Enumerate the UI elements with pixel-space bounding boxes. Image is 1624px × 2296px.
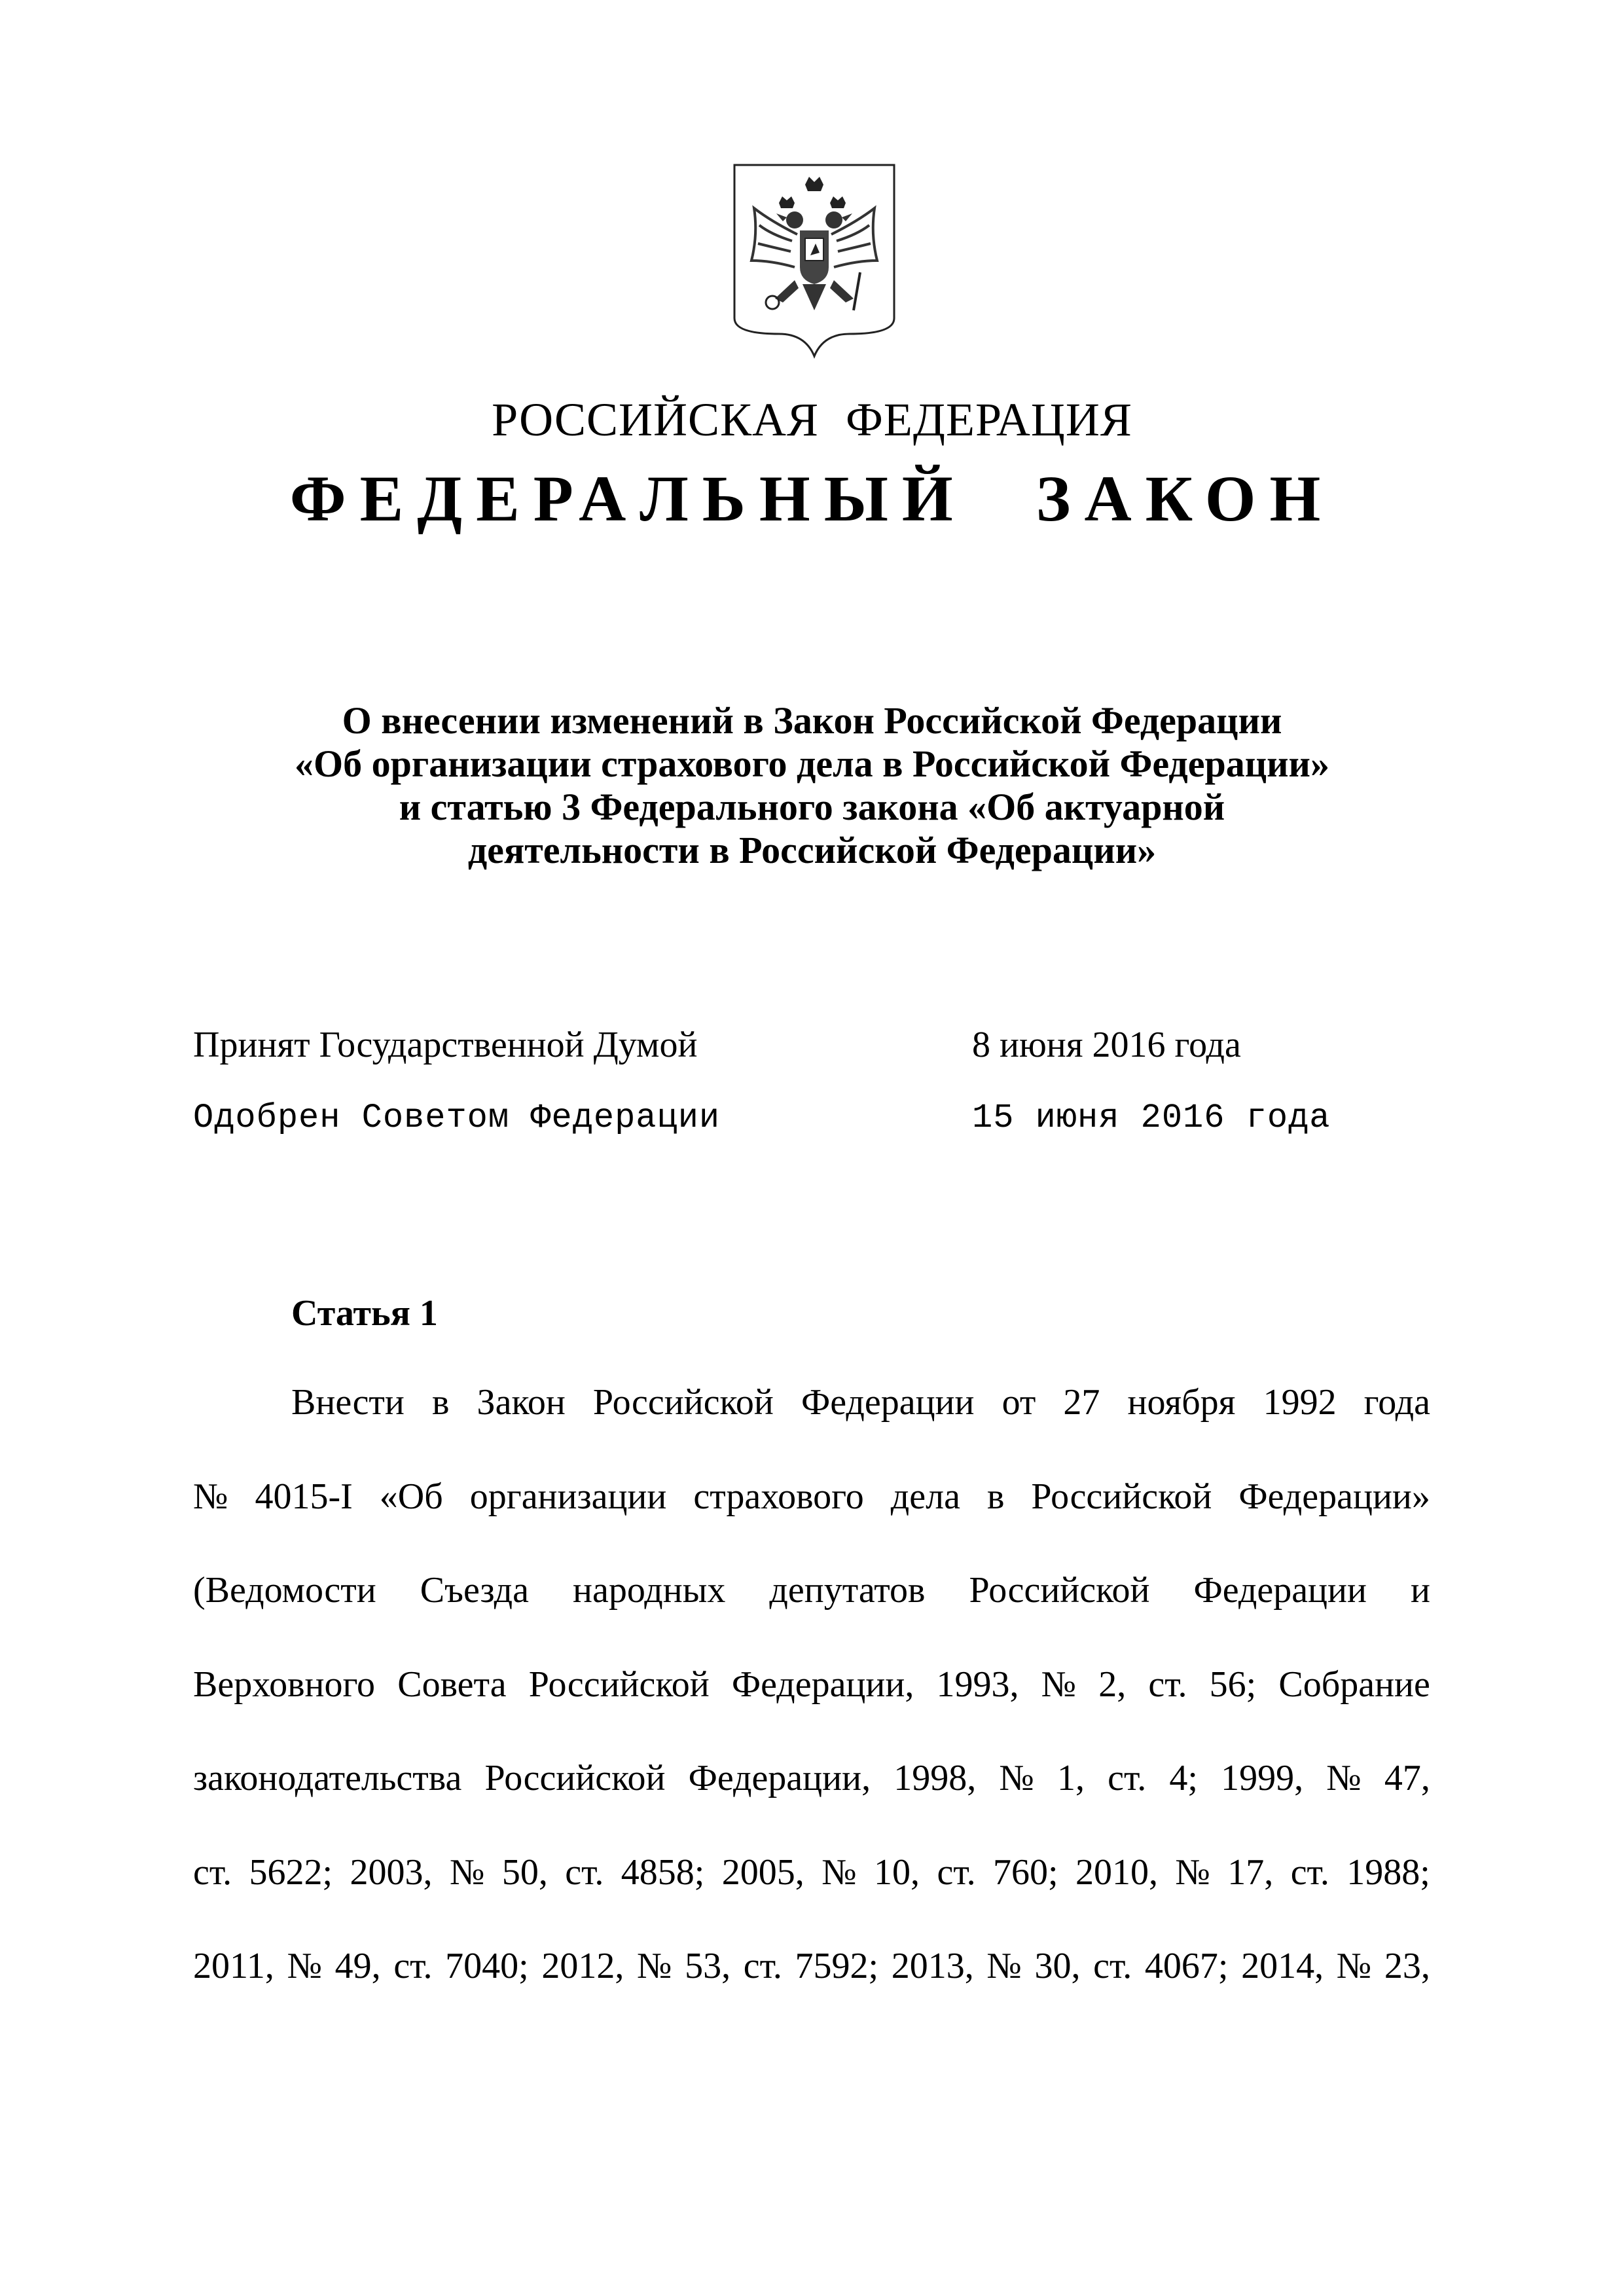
article-word: №	[287, 1946, 323, 1986]
article-word: страхового	[693, 1476, 864, 1517]
council-approval-label: Одобрен Советом Федерации	[193, 1099, 721, 1137]
article-word: ст.	[937, 1851, 976, 1893]
article-word: года	[1363, 1382, 1430, 1423]
article-word: Федерации	[1193, 1570, 1367, 1611]
article-word: ноября	[1127, 1382, 1236, 1423]
article-word: №	[1336, 1946, 1372, 1986]
article-word: (Ведомости	[193, 1570, 376, 1611]
coat-of-arms-icon	[732, 162, 897, 359]
article-word: 7592;	[795, 1946, 879, 1986]
article-word: Внести	[291, 1382, 405, 1423]
article-line	[193, 1569, 1430, 1664]
council-approval-date: 15 июня 2016 года	[972, 1099, 1331, 1137]
article-word: дела	[890, 1476, 960, 1517]
article-word: «Об	[379, 1476, 443, 1517]
duma-adoption-label: Принят Государственной Думой	[193, 1025, 698, 1065]
article-word: Верховного	[193, 1664, 376, 1705]
law-title	[196, 699, 1428, 872]
article-word: №	[1175, 1851, 1210, 1893]
article-word: Совета	[397, 1664, 507, 1705]
article-line	[193, 1945, 1430, 2039]
document-type-heading: ФЕДЕРАЛЬНЫЙ ЗАКОН	[289, 462, 1335, 535]
article-word: 760;	[993, 1851, 1058, 1893]
article-word: в	[986, 1476, 1005, 1517]
article-word: 4;	[1169, 1758, 1198, 1798]
article-word: народных	[573, 1570, 726, 1611]
article-word: 2011,	[193, 1946, 274, 1986]
article-word: Собрание	[1278, 1664, 1430, 1705]
article-word: 1998,	[893, 1758, 977, 1798]
article-word: 2005,	[721, 1851, 804, 1893]
article-line	[193, 1381, 1430, 1476]
article-line	[193, 1851, 1430, 1946]
article-word: 4015-I	[255, 1476, 353, 1517]
article-word: №	[1326, 1758, 1362, 1798]
article-word: Федерации	[801, 1382, 975, 1423]
article-word: 1988;	[1346, 1851, 1430, 1893]
article-word: 2003,	[350, 1851, 433, 1893]
article-word: №	[821, 1851, 857, 1893]
article-word: Федерации»	[1238, 1476, 1430, 1517]
article-word: 4858;	[621, 1851, 705, 1893]
article-word: в	[431, 1382, 450, 1423]
article-word: 7040;	[445, 1946, 529, 1986]
article-word: от	[1001, 1382, 1036, 1423]
article-word: Российской	[484, 1758, 666, 1798]
article-word: 1,	[1056, 1758, 1085, 1798]
article-word: Российской	[1031, 1476, 1212, 1517]
article-word: №	[193, 1476, 228, 1517]
article-word: 4067;	[1144, 1946, 1229, 1986]
law-title-line: и статью 3 Федерального закона «Об актуарной	[399, 786, 1225, 828]
article-word: 49,	[334, 1946, 381, 1986]
article-word: Федерации,	[688, 1758, 871, 1798]
article-word: 47,	[1384, 1758, 1430, 1798]
article-word: 5622;	[249, 1851, 333, 1893]
article-word: 1992	[1263, 1382, 1337, 1423]
article-word: №	[1041, 1664, 1077, 1705]
article-word: Российской	[592, 1382, 774, 1423]
article-word: №	[999, 1758, 1034, 1798]
article-word: 17,	[1227, 1851, 1274, 1893]
article-word: №	[449, 1851, 485, 1893]
article-word: 1999,	[1221, 1758, 1304, 1798]
article-word: ст.	[1093, 1946, 1132, 1986]
article-word: депутатов	[769, 1570, 926, 1611]
article-word: 2014,	[1241, 1946, 1324, 1986]
article-word: 56;	[1209, 1664, 1257, 1705]
article-word: ст.	[193, 1851, 232, 1893]
article-word: ст.	[393, 1946, 433, 1986]
article-word: 2,	[1098, 1664, 1127, 1705]
article-heading: Статья 1	[291, 1293, 438, 1334]
article-word: Российской	[969, 1570, 1150, 1611]
article-word: 50,	[501, 1851, 548, 1893]
article-line	[193, 1476, 1430, 1570]
article-body	[193, 1381, 1430, 2039]
article-word: ст.	[1148, 1664, 1187, 1705]
country-heading: РОССИЙСКАЯ ФЕДЕРАЦИЯ	[492, 393, 1132, 446]
article-word: 1993,	[936, 1664, 1019, 1705]
article-word: №	[636, 1946, 672, 1986]
article-word: Съезда	[420, 1570, 530, 1611]
article-line	[193, 1664, 1430, 1758]
duma-adoption-date: 8 июня 2016 года	[972, 1025, 1241, 1065]
article-word: Российской	[528, 1664, 710, 1705]
article-word: 53,	[685, 1946, 731, 1986]
article-word: законодательства	[193, 1758, 462, 1798]
article-word: Закон	[477, 1382, 566, 1423]
article-word: 2010,	[1075, 1851, 1158, 1893]
article-word: 30,	[1034, 1946, 1081, 1986]
article-word: №	[986, 1946, 1022, 1986]
article-word: ст.	[1290, 1851, 1329, 1893]
article-word: ст.	[1108, 1758, 1147, 1798]
article-word: 2013,	[891, 1946, 974, 1986]
article-word: Федерации,	[731, 1664, 914, 1705]
law-title-line: О внесении изменений в Закон Российской Федерации	[342, 699, 1282, 742]
article-word: организации	[469, 1476, 667, 1517]
article-line	[193, 1757, 1430, 1851]
article-word: ст.	[743, 1946, 782, 1986]
article-word: 10,	[874, 1851, 920, 1893]
law-title-line: «Об организации страхового дела в Российской Федерации»	[295, 742, 1329, 785]
article-word: 27	[1063, 1382, 1100, 1423]
article-word: 23,	[1384, 1946, 1430, 1986]
article-word: 2012,	[541, 1946, 624, 1986]
article-word: ст.	[565, 1851, 604, 1893]
article-word: и	[1410, 1570, 1430, 1611]
law-title-line: деятельности в Российской Федерации»	[467, 829, 1157, 871]
